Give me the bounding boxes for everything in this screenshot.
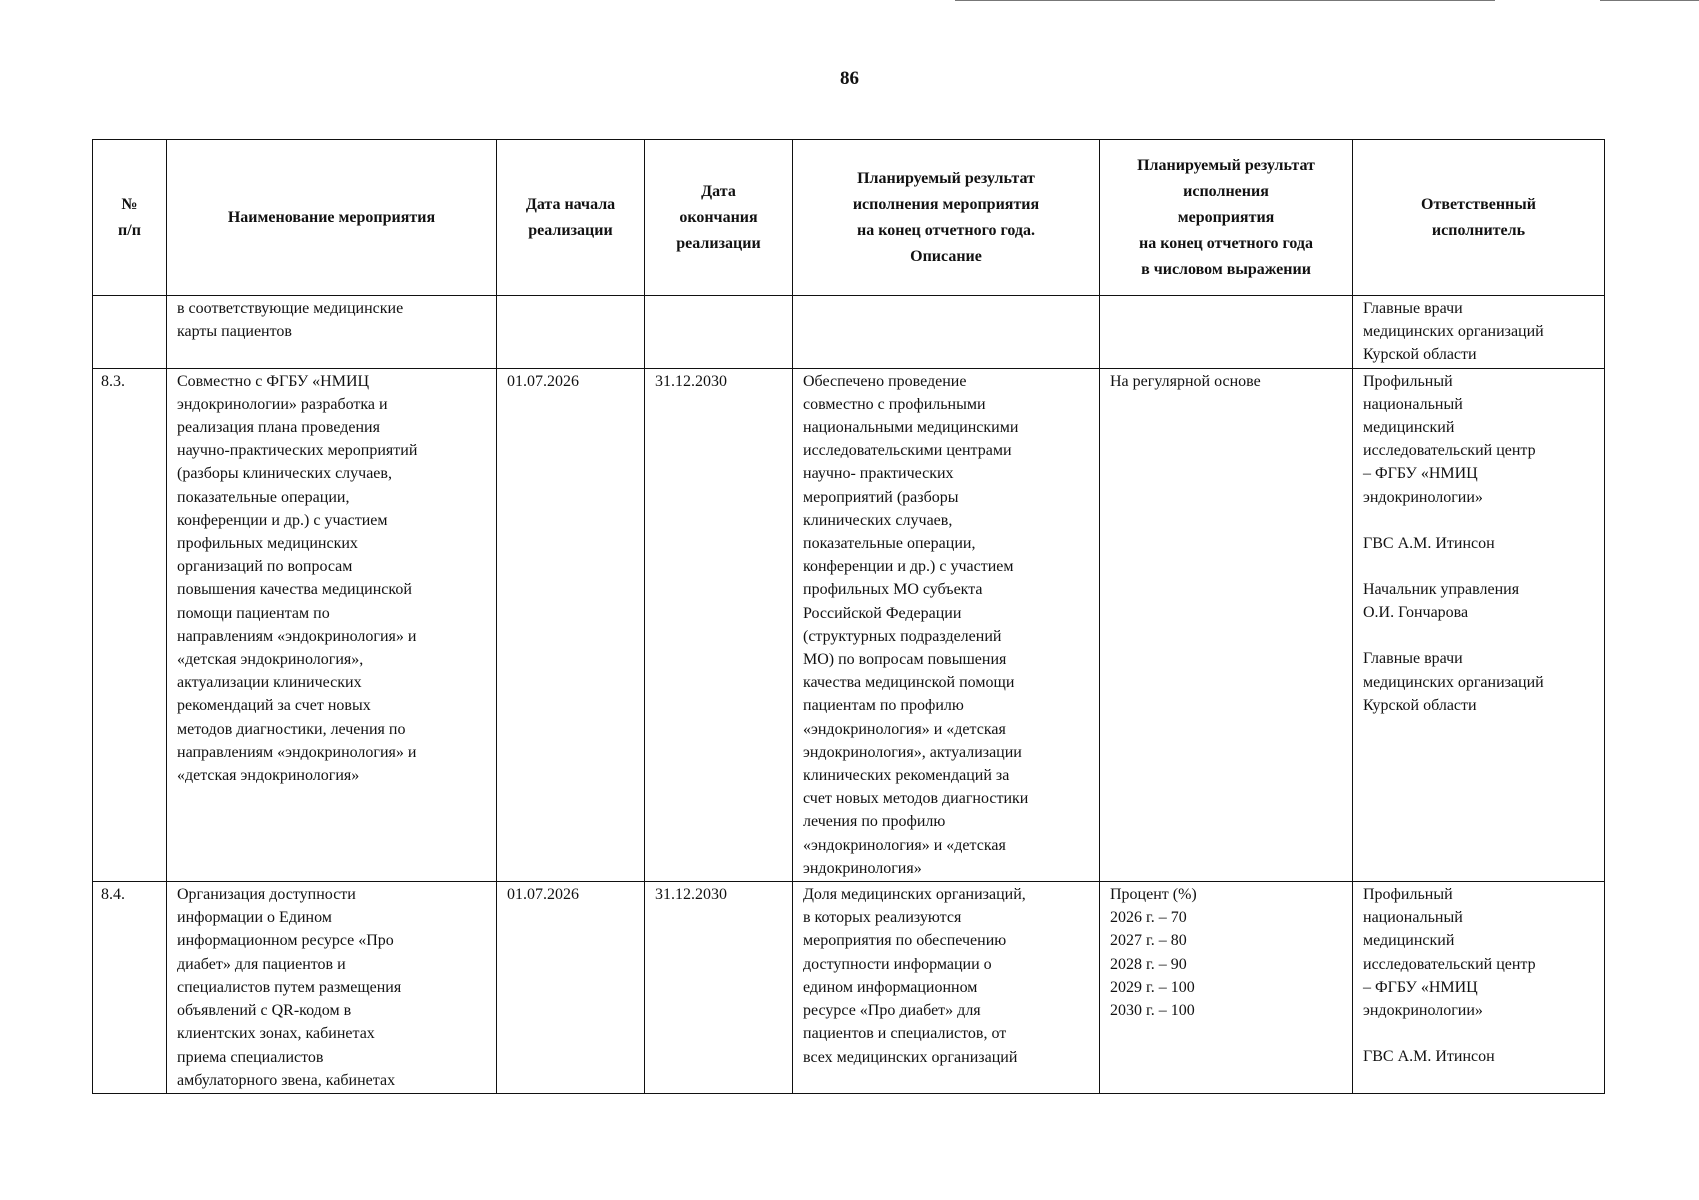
start-date: 01.07.2026 (497, 882, 645, 1094)
header-name: Наименование мероприятия (167, 140, 497, 296)
header-result-numeric: Планируемый результат исполнения мероприятия на конец отчетного года в числовом выражении (1100, 140, 1353, 296)
header-end-date: Дата окончания реализации (645, 140, 793, 296)
responsible-entry: Главные врачи медицинских организаций Курской области (1363, 300, 1544, 364)
header-result-description: Планируемый результат исполнения мероприятия на конец отчетного года. Описание (793, 140, 1100, 296)
start-date (497, 296, 645, 369)
responsible-cell (1353, 882, 1605, 1094)
row-number (93, 296, 167, 369)
end-date (645, 296, 793, 369)
responsible-entry: Профильный национальный медицинский исследовательский центр – ФГБУ «НМИЦ эндокринологии» (1363, 886, 1536, 1020)
responsible-entry: ГВС А.М. Итинсон (1363, 534, 1495, 552)
result-numeric (1100, 296, 1353, 369)
responsible-entry: Профильный национальный медицинский исследовательский центр – ФГБУ «НМИЦ эндокринологии» (1363, 372, 1536, 506)
row-number: 8.3. (93, 368, 167, 881)
responsible-entry: Главные врачи медицинских организаций Курской области (1363, 650, 1544, 714)
result-description: Обеспечено проведение совместно с профильными национальными медицинскими исследовательскими центрами научно- практических мероприятий (разборы клинических случаев, показательные операции, конференции и др.) с участием профильных МО субъекта Российской Федерации (структурных подразделений МО) по вопросам повышения качества медицинской помощи пациентам по профилю «эндокринология» и «детская эндокринология», актуализации клинических рекомендаций за счет новых методов диагностики лечения по профилю «эндокринология» и «детская эндокринология» (793, 368, 1100, 881)
activities-table (92, 139, 1605, 1094)
table-row (93, 296, 1605, 369)
table-header-row (93, 140, 1605, 296)
end-date: 31.12.2030 (645, 882, 793, 1094)
result-description (793, 296, 1100, 369)
scan-edge-line (1600, 0, 1699, 1)
start-date: 01.07.2026 (497, 368, 645, 881)
activity-name: Совместно с ФГБУ «НМИЦ эндокринологии» разработка и реализация плана проведения научно-практических мероприятий (разборы клинических случаев, показательные операции, конференции и др.) с участием профильных медицинских организаций по вопросам повышения качества медицинской помощи пациентам по направлениям «эндокринология» и «детская эндокринология», актуализации клинических рекомендаций за счет новых методов диагностики, лечения по направлениям «эндокринология» и «детская эндокринология» (167, 368, 497, 881)
scan-edge-line (955, 0, 1495, 1)
responsible-cell (1353, 296, 1605, 369)
table-row (93, 882, 1605, 1094)
header-responsible: Ответственный исполнитель (1353, 140, 1605, 296)
activity-name: в соответствующие медицинские карты пациентов (167, 296, 497, 369)
row-number: 8.4. (93, 882, 167, 1094)
result-description: Доля медицинских организаций, в которых реализуются мероприятия по обеспечению доступности информации о едином информационном ресурсе «Про диабет» для пациентов и специалистов, от всех медицинских организаций (793, 882, 1100, 1094)
responsible-entry: Начальник управления О.И. Гончарова (1363, 581, 1520, 622)
page-number: 86 (840, 68, 859, 89)
responsible-entry: ГВС А.М. Итинсон (1363, 1048, 1495, 1066)
activity-name: Организация доступности информации о Едином информационном ресурсе «Про диабет» для пациентов и специалистов путем размещения объявлений с QR-кодом в клиентских зонах, кабинетах приема специалистов амбулаторного звена, кабинетах (167, 882, 497, 1094)
responsible-cell (1353, 368, 1605, 881)
header-start-date: Дата начала реализации (497, 140, 645, 296)
result-numeric: Процент (%) 2026 г. – 70 2027 г. – 80 2028 г. – 90 2029 г. – 100 2030 г. – 100 (1100, 882, 1353, 1094)
end-date: 31.12.2030 (645, 368, 793, 881)
table-row (93, 368, 1605, 881)
header-num: № п/п (93, 140, 167, 296)
result-numeric: На регулярной основе (1100, 368, 1353, 881)
